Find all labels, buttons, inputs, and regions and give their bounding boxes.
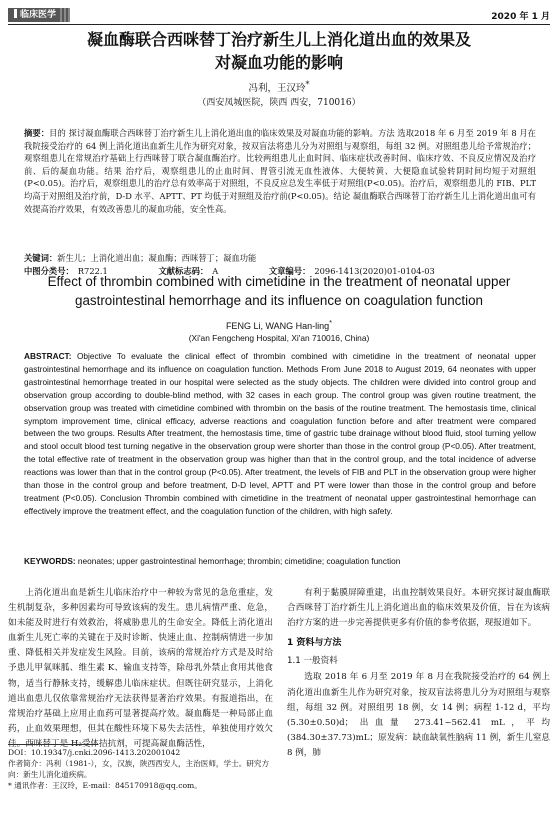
- english-authors: [0, 318, 558, 331]
- chinese-abstract: [24, 127, 536, 215]
- footnote-rule: [8, 744, 98, 745]
- english-abstract: [24, 350, 536, 518]
- page-header: [8, 8, 550, 24]
- article-number-value: 2096-1413(2020)01-0104-03: [314, 266, 435, 276]
- chinese-abstract-text: 目的 探讨凝血酶联合西咪替丁治疗新生儿上消化道出血的临床效果及对凝血功能的影响。方法 选取2018 年 6 月至 2019 年 8 月在我院接受治疗的 64 例上消化道出血新生儿作为研究对象，按双盲法将患儿分为对照组与观察组，每组 32 例。对照组患儿给予常规治疗；观察组患儿在常规治疗基础上行西咪替丁联合凝血酶治疗。比较两组患儿止血时间、临床症状改善时间、临床疗效、不良反应情况及治疗前、后的凝血功能。结果 治疗后，观察组患儿的止血时间、胃管引流无血性液体、大便转黄、大便隐血试验转阴时间均短于对照组(P<0.05)。治疗后，观察组患儿的治疗总有效率高于对照组，不良反应总发生率低于对照组(P<0.05)。治疗后，观察组患儿的 FIB、PLT 均高于对照组及治疗前，D-D 水平、APTT、PT 均低于对照组及治疗前(P<0.05)。结论 凝血酶联合西咪替丁治疗新生儿上消化道出血可有效提高治疗效果，有效改善患儿的凝血功能，安全性高。: [24, 128, 536, 214]
- issue-date: 2020 年 1 月: [491, 12, 550, 22]
- journal-stripe-decoration: [60, 8, 70, 22]
- intro-paragraph: 上消化道出血是新生儿临床治疗中一种较为常见的急危重症，发生机制复杂，多种因素均可导致该病的发生。患儿病情严重、危急，如未能及时进行有效救治，将威胁患儿的生命安全。降低上消化道出血新生儿死亡率的关键在于及时诊断、快速止血、控制病情进一步加重、降低相关并发症发生风险。目前，该病的常规治疗方式是及时给予患儿甲氧咪胍、维生素 K、输血支持等，除母乳外禁止食用其他食物，适当行静脉支持，缓解患儿临床症状。但既往研究显示，上消化道出血患儿仅依靠常规治疗无法获得显著治疗效果。有报道指出，在常规治疗基础上应用止血药可显著提高疗效。凝血酶是一种局部止血药，止血效果理想，但其在酸性环境下易失去活性，单独使用疗效欠佳。西咪替丁是 H₂受体拮抗剂，可提高凝血酶活性，: [8, 588, 273, 749]
- english-title: [16, 272, 542, 310]
- chinese-keywords-text: 新生儿；上消化道出血；凝血酶；西咪替丁；凝血功能: [57, 253, 257, 263]
- english-keywords: [24, 556, 536, 566]
- english-title-line-1: Effect of thrombin combined with cimetidine in the treatment of neonatal upper: [47, 274, 511, 289]
- chinese-authors: [0, 80, 558, 94]
- chinese-keywords-label: 关键词：: [24, 253, 58, 263]
- body-left-column: [8, 586, 273, 752]
- english-author-names: FENG Li, WANG Han-ling: [225, 321, 330, 331]
- clc-value: R722.1: [77, 266, 108, 276]
- doc-code-label: 文献标志码：: [158, 266, 209, 276]
- chinese-title-line-2: 对凝血功能的影响: [214, 53, 343, 72]
- chinese-affiliation: （西安凤城医院，陕西 西安，710016）: [197, 98, 361, 108]
- english-corresponding-mark: *: [329, 318, 333, 327]
- english-affiliation: (Xi'an Fengcheng Hospital, Xi'an 710016, China): [188, 333, 370, 343]
- chinese-title: [10, 28, 548, 74]
- chinese-author-names: 冯利，王汉玲: [248, 83, 306, 95]
- footnotes: [8, 744, 273, 791]
- english-title-line-2: gastrointestinal hemorrhage and its influence on coagulation function: [75, 293, 483, 308]
- english-keywords-text: neonates; upper gastrointestinal hemorrhage; thrombin; cimetidine; coagulation function: [75, 556, 401, 566]
- article-number-label: 文章编号：: [268, 266, 311, 276]
- body-right-column: [287, 586, 550, 761]
- english-keywords-label: KEYWORDS:: [24, 556, 76, 566]
- subsection-heading-general-data: 1.1 一般资料: [287, 656, 338, 667]
- general-data-paragraph: 选取 2018 年 6 月至 2019 年 8 月在我院接受治疗的 64 例上消化道出血新生儿作为研究对象，按双盲法将患儿分为对照组与观察组，每组 32 例。对照组男 18 例，女 14 例；病程 1-12 d，平均(5.30±0.50)d；出血量 273.41~562.41 mL，平均(384.30±37.73)mL；原发病：缺血缺氧性脑病 11 例，新生儿窒息 8 例，肺: [287, 672, 550, 758]
- corresponding-mark: *: [305, 80, 310, 89]
- doc-code-value: A: [212, 266, 219, 276]
- chinese-abstract-label: 摘要：: [24, 128, 50, 138]
- journal-name: 临床医学: [20, 10, 57, 20]
- english-abstract-text: Objective To evaluate the clinical effect of thrombin combined with cimetidine in the treatment of neonatal upper gastrointestinal hemorrhage and its influence on coagulation function. Methods From June 2018 to August 2019, 64 neonates with upper gastrointestinal hemorrhage treated in our hospital were selected as the study objects. The children were divided into control group and observation group according to double-blind method, with 32 cases in each group. The control group was given routine treatment, the observation group was treated with cimetidine combined with thrombin on the basis of the routine treatment. The hemostasis time, clinical symptom improvement time, clinical efficacy, adverse reactions and coagulation function before and after treatment were compared between the two groups. Results After treatment, the hemostasis time, time of gastric tube drainage without blood fluid, stool turning yellow and stool occult blood test turning negative in the observation group were shorter than those in the control group (P<0.05). After treatment, the total effective rate of treatment in the observation group was higher than that in the control group, and the total incidence of adverse reactions was lower than that in the control group (P<0.05). After treatment, the levels of FIB and PLT in the observation group were higher than those in the control group and before treatment, D-D level, APTT and PT were lower than those in the control group and before treatment (P<0.05). Conclusion Thrombin combined with cimetidine in the treatment of neonatal upper gastrointestinal hemorrhage can effectively improve the treatment effect, and the coagulation function of the children, with high safety.: [24, 351, 536, 516]
- chinese-title-line-1: 凝血酶联合西咪替丁治疗新生儿上消化道出血的效果及: [86, 30, 471, 49]
- corresponding-author-line: * 通讯作者：王汉玲，E-mail：845170918@qq.com。: [8, 781, 202, 790]
- author-info-line: 作者简介：冯利（1981-），女，汉族，陕西西安人，主治医师，学士。研究方向：新生儿消化道疾病。: [8, 759, 270, 779]
- clc-label: 中图分类号：: [24, 266, 74, 276]
- intro-continuation: 有利于黏膜屏障重建，出血控制效果良好。本研究探讨凝血酶联合西咪替丁治疗新生儿上消化道出血的临床效果及价值，旨在为该病治疗方案的进一步完善提供更多有价值的参考依据，现报道如下。: [287, 588, 550, 629]
- doi-line: DOI：10.19347/j.cnki.2096-1413.202001042: [8, 748, 181, 757]
- chinese-keywords: [24, 252, 536, 264]
- section-heading-methods: 1 资料与方法: [287, 638, 342, 649]
- journal-badge: [8, 8, 70, 22]
- journal-bar-icon: [14, 9, 17, 18]
- english-abstract-label: ABSTRACT:: [24, 351, 72, 361]
- header-rule: [8, 24, 550, 25]
